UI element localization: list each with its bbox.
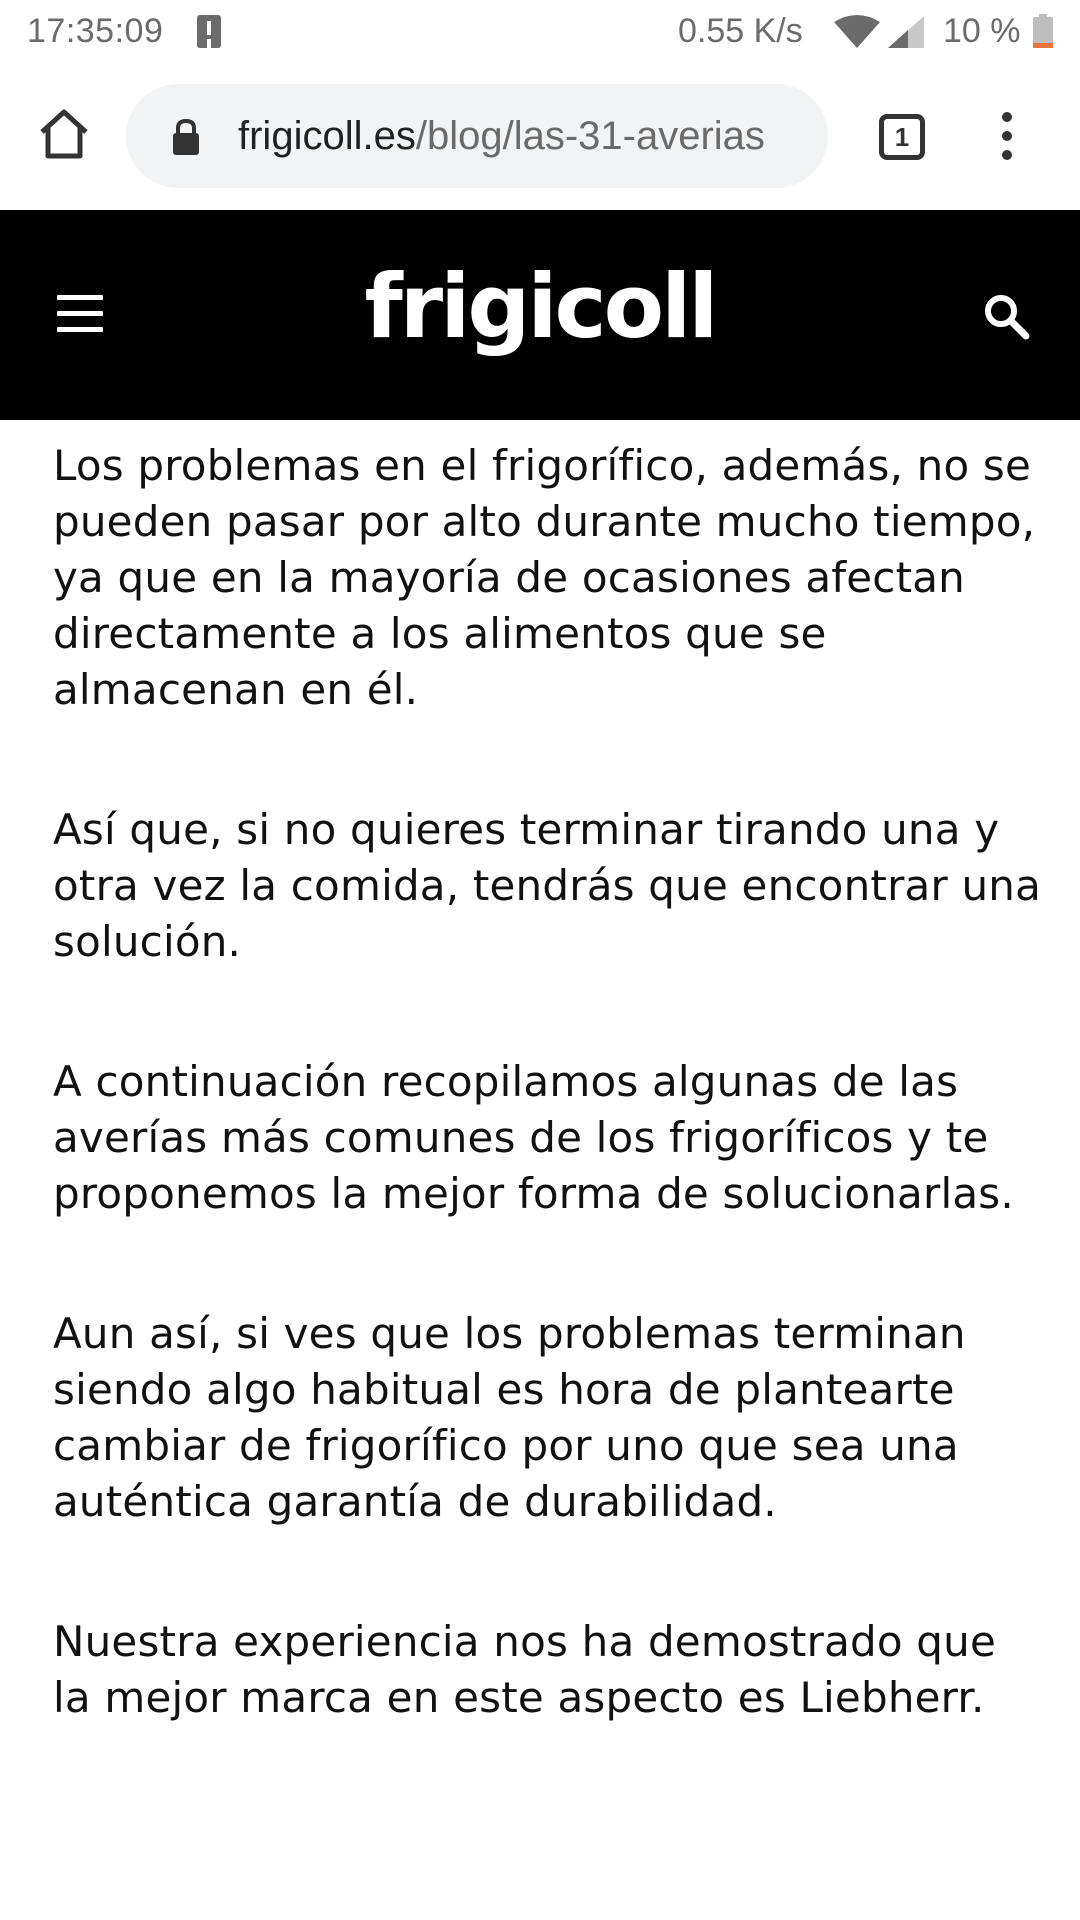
article-paragraph: Así que, si no quieres terminar tirando una y otra vez la comida, tendrás que encontrar una solución. [53,805,1042,966]
battery-icon [1033,14,1053,48]
network-speed: 0.55 K/s [678,12,803,50]
url-text [238,112,808,160]
search-icon[interactable] [982,292,1030,340]
status-bar [0,0,1080,66]
wifi-icon [832,14,882,50]
article-body [53,438,1043,1810]
lock-icon [171,118,201,156]
status-time: 17:35:09 [27,12,164,50]
browser-toolbar [0,66,1080,210]
article-paragraph: A continuación recopilamos algunas de las averías más comunes de los frigoríficos y te proponemos la mejor forma de solucionarlas. [53,1057,1014,1218]
signal-icon [886,14,926,50]
url-host: frigicoll.es [238,114,416,158]
url-path: /blog/las-31-averias [415,114,765,158]
site-header [0,210,1080,420]
article-paragraph: Aun así, si ves que los problemas terminan siendo algo habitual es hora de plantearte cambiar de frigorífico por uno que sea una auténtica garantía de durabilidad. [53,1309,966,1526]
article-paragraph: Los problemas en el frigorífico, además, no se pueden pasar por alto durante mucho tiempo, ya que en la mayoría de ocasiones afectan directamente a los alimentos que se almacenan en él. [53,441,1036,714]
battery-percentage: 10 % [943,12,1021,50]
tab-switcher-button[interactable]: 1 [879,114,925,160]
more-options-icon[interactable] [992,112,1022,162]
alert-notification-icon [197,15,221,48]
home-icon[interactable] [34,104,94,164]
site-logo[interactable]: frigicoll [364,255,716,358]
address-bar[interactable] [126,84,828,188]
article-paragraph: Nuestra experiencia nos ha demostrado que la mejor marca en este aspecto es Liebherr. [53,1617,997,1722]
